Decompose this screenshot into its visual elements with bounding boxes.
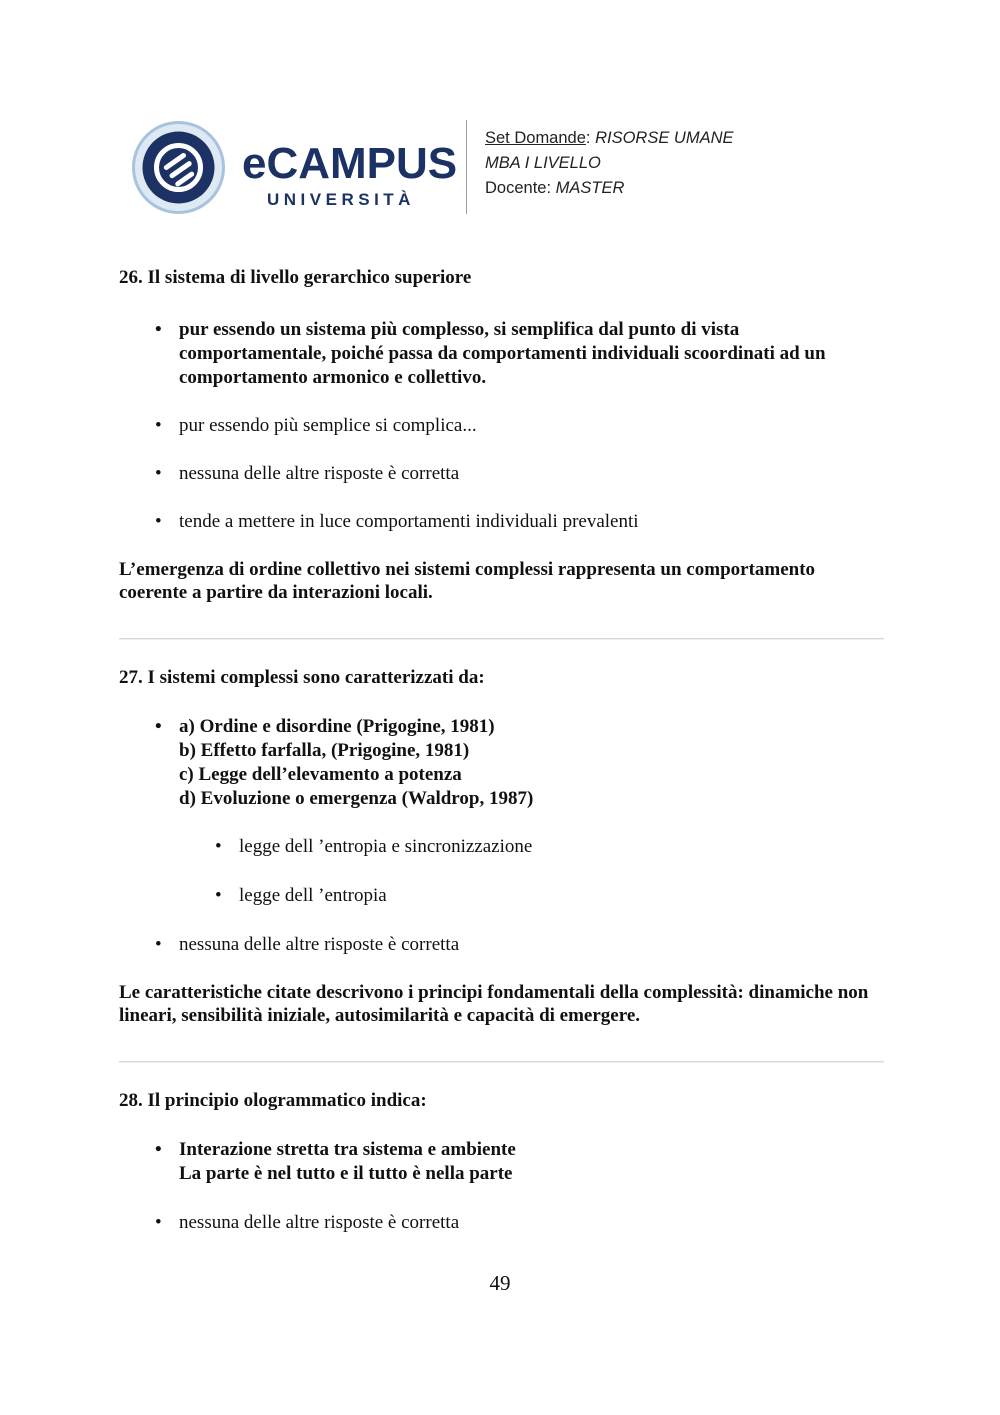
answer-text: nessuna delle altre risposte è corretta <box>179 463 460 484</box>
docente-line <box>485 176 734 201</box>
question-27 <box>119 666 884 1027</box>
bullet-icon: • <box>155 1139 162 1160</box>
answer-text: legge dell ’entropia e sincronizzazione <box>239 836 533 857</box>
bullet-icon: • <box>155 463 162 484</box>
section-divider <box>119 638 884 640</box>
set-domande-line: Set Domande: RISORSE UMANE <box>485 129 734 147</box>
set-domande-label: Set Domande <box>485 129 586 147</box>
answer-line: b) Effetto farfalla, (Prigogine, 1981) <box>179 740 470 761</box>
bullet-icon: • <box>155 1212 162 1233</box>
docente-label: Docente: <box>485 179 552 197</box>
ecampus-wordmark <box>242 139 458 212</box>
answer-option <box>119 414 884 438</box>
bullet-icon: • <box>155 511 162 532</box>
answer-list <box>119 1138 884 1235</box>
level-value: MBA I LIVELLO <box>485 154 601 172</box>
header-divider <box>466 120 467 214</box>
answer-text: nessuna delle altre risposte è corretta <box>179 1212 460 1233</box>
section-divider <box>119 1061 884 1063</box>
bullet-icon: • <box>215 885 222 906</box>
answer-option <box>119 933 884 957</box>
answer-line: La parte è nel tutto e il tutto è nella parte <box>179 1163 513 1184</box>
answer-line: Interazione stretta tra sistema e ambiente <box>179 1139 516 1160</box>
answer-sub-option <box>119 835 884 859</box>
answer-option <box>119 462 884 486</box>
answer-list <box>119 715 884 957</box>
answer-option-correct <box>119 318 884 390</box>
level-line <box>485 151 734 176</box>
ecampus-seal-logo <box>132 121 225 214</box>
answer-explanation: Le caratteristiche citate descrivono i principi fondamentali della complessità: dinamiche non lineari, sensibilità iniziale, autosimilarità e capacità di emergere. <box>119 982 869 1026</box>
answer-text: nessuna delle altre risposte è corretta <box>179 934 460 955</box>
answer-text: pur essendo un sistema più complesso, si semplifica dal punto di vista comportamentale, poiché passa da comportamenti individuali scoordinati ad un comportamento armonico e collettivo. <box>179 319 826 388</box>
answer-option-correct <box>119 1138 884 1186</box>
answer-sub-option <box>119 884 884 908</box>
docente-value: MASTER <box>555 179 625 197</box>
answer-line: c) Legge dell’elevamento a potenza <box>179 764 462 785</box>
set-domande-value: RISORSE UMANE <box>595 129 734 147</box>
answer-text: legge dell ’entropia <box>239 885 387 906</box>
answer-text: tende a mettere in luce comportamenti individuali prevalenti <box>179 511 639 532</box>
answer-option <box>119 1211 884 1235</box>
bullet-icon: • <box>155 716 162 737</box>
header-meta <box>485 126 734 201</box>
question-title: 26. Il sistema di livello gerarchico superiore <box>119 267 472 288</box>
bullet-icon: • <box>155 319 162 340</box>
answer-text: pur essendo più semplice si complica... <box>179 415 477 436</box>
question-title: 28. Il principio ologrammatico indica: <box>119 1090 427 1111</box>
answer-list <box>119 318 884 534</box>
answer-line: a) Ordine e disordine (Prigogine, 1981) <box>179 716 495 737</box>
answer-explanation: L’emergenza di ordine collettivo nei sistemi complessi rappresenta un comportamento coerente a partire da interazioni locali. <box>119 559 816 603</box>
logo-sub-text: UNIVERSITÀ <box>267 190 415 209</box>
question-26 <box>119 266 884 604</box>
question-title: 27. I sistemi complessi sono caratterizzati da: <box>119 667 485 688</box>
bullet-icon: • <box>155 415 162 436</box>
bullet-icon: • <box>215 836 222 857</box>
page-number: 49 <box>489 1271 511 1295</box>
answer-option-correct <box>119 715 884 811</box>
question-28 <box>119 1089 884 1235</box>
questions-content <box>119 266 884 1235</box>
answer-option <box>119 510 884 534</box>
bullet-icon: • <box>155 934 162 955</box>
answer-line: d) Evoluzione o emergenza (Waldrop, 1987) <box>179 788 534 809</box>
logo-main-text: eCAMPUS <box>242 139 458 188</box>
page-header <box>132 118 772 218</box>
